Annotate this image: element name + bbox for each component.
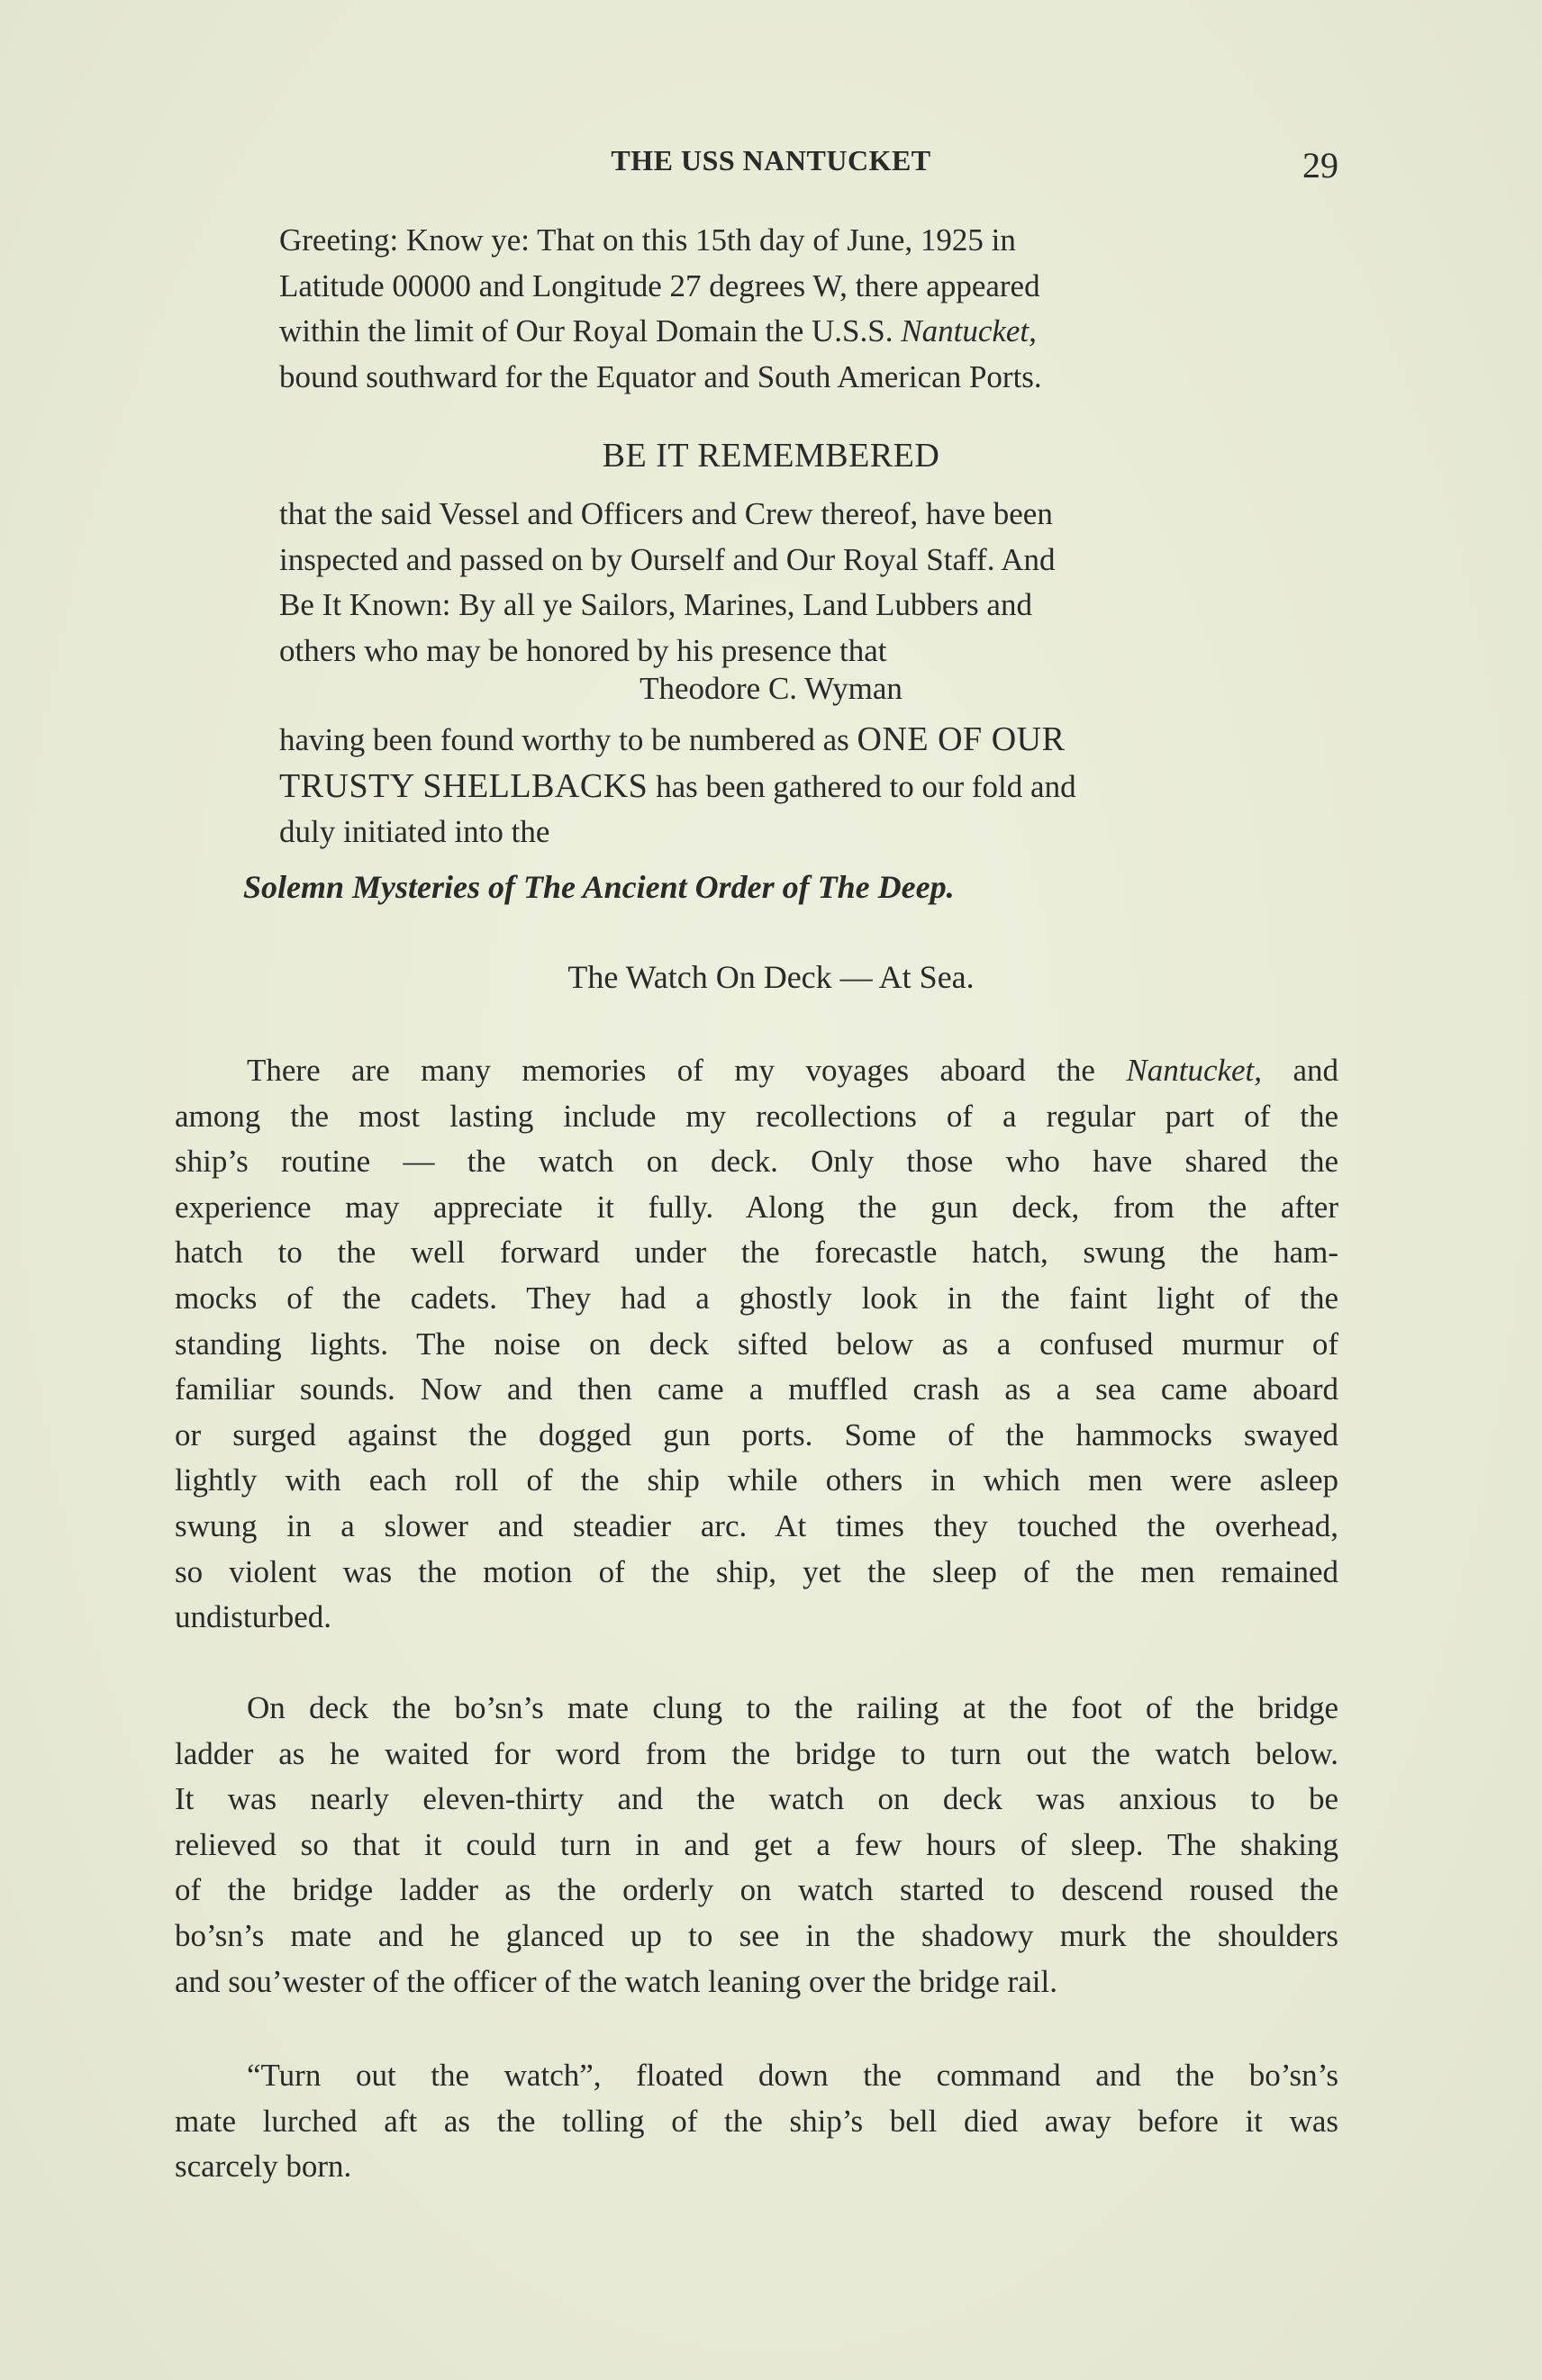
caps-text: ONE OF OUR — [857, 720, 1066, 758]
text-line: Latitude 00000 and Longitude 27 degrees W, there appeared — [279, 267, 1040, 303]
text-line: bo’sn’s mate and he glanced up to see in the shadowy murk the shoulders — [175, 1917, 1338, 1953]
text-line: that the said Vessel and Officers and Crew thereof, have been — [279, 496, 1053, 531]
text-line: lightly with each roll of the ship while others in which men were asleep — [175, 1462, 1338, 1498]
text-line: On deck the bo’sn’s mate clung to the railing at the foot of the bridge — [247, 1690, 1338, 1725]
text-line: scarcely born. — [175, 2149, 352, 2185]
text-line: ladder as he waited for word from the bridge to turn out the watch below. — [175, 1735, 1338, 1771]
text-line: It was nearly eleven-thirty and the watch on deck was anxious to be — [175, 1781, 1338, 1817]
ship-name: Nantucket, — [1126, 1053, 1263, 1088]
section-title: The Watch On Deck — At Sea. — [567, 959, 975, 995]
text-line: or surged against the dogged gun ports. Some of the hammocks swayed — [175, 1416, 1338, 1452]
text-line: Be It Known: By all ye Sailors, Marines, Land Lubbers and — [279, 587, 1032, 622]
text-line: standing lights. The noise on deck sifted below as a confused murmur of — [175, 1326, 1338, 1362]
text-line: undisturbed. — [175, 1599, 332, 1635]
certificate-found — [279, 717, 1270, 855]
running-title: THE USS NANTUCKET — [611, 144, 931, 176]
text-line: others who may be honored by his presence that — [279, 632, 887, 668]
text-line: “Turn out the watch”, floated down the command and the bo’sn’s — [247, 2058, 1338, 2093]
paragraph-3 — [175, 2053, 1338, 2190]
certificate-greeting — [279, 218, 1270, 400]
text-line: and sou’wester of the officer of the watch leaning over the bridge rail. — [175, 1963, 1057, 1999]
text-span: There are many memories of my voyages aboard the — [247, 1053, 1127, 1088]
text-line: inspected and passed on by Ourself and Our Royal Staff. And — [279, 541, 1056, 577]
text-line: hatch to the well forward under the forecastle hatch, swung the ham- — [175, 1235, 1338, 1271]
caps-text: TRUSTY SHELLBACKS — [279, 766, 649, 805]
ship-name: Nantucket, — [901, 313, 1037, 348]
text-span: within the limit of Our Royal Domain the U.S.S. — [279, 313, 902, 348]
honoree-name: Theodore C. Wyman — [639, 671, 903, 706]
text-span: having been found worthy to be numbered as — [279, 722, 857, 757]
text-span: and — [1262, 1053, 1338, 1088]
text-line: relieved so that it could turn in and get a few hours of sleep. The shaking — [175, 1826, 1338, 1862]
text-line — [175, 1048, 1338, 1094]
text-line: ship’s routine — the watch on deck. Only those who have shared the — [175, 1144, 1338, 1180]
certificate-body — [279, 492, 1270, 674]
text-line: among the most lasting include my recollections of a regular part of the — [175, 1098, 1338, 1134]
text-span: has been gathered to our fold and — [648, 768, 1076, 804]
text-line: familiar sounds. Now and then came a muffled crash as a sea came aboard — [175, 1371, 1338, 1407]
text-line: mate lurched aft as the tolling of the ship’s bell died away before it was — [175, 2103, 1338, 2139]
page-number: 29 — [1302, 145, 1338, 186]
text-line: mocks of the cadets. They had a ghostly look in the faint light of the — [175, 1280, 1338, 1316]
text-line: experience may appreciate it fully. Along the gun deck, from the after — [175, 1189, 1338, 1225]
text-line: swung in a slower and steadier arc. At times they touched the overhead, — [175, 1507, 1338, 1543]
text-line: duly initiated into the — [279, 814, 550, 849]
paragraph-2 — [175, 1686, 1338, 2004]
text-line: bound southward for the Equator and South American Ports. — [279, 358, 1042, 394]
text-line: Greeting: Know ye: That on this 15th day of June, 1925 in — [279, 222, 1016, 258]
text-line — [279, 764, 1270, 810]
text-line: of the bridge ladder as the orderly on watch started to descend roused the — [175, 1872, 1338, 1908]
text-line — [279, 717, 1270, 764]
text-line — [279, 309, 1270, 355]
paragraph-1 — [175, 1048, 1338, 1641]
certificate-heading: BE IT REMEMBERED — [602, 437, 940, 475]
order-motto: Solemn Mysteries of The Ancient Order of The Deep. — [243, 869, 955, 905]
text-line: so violent was the motion of the ship, yet the sleep of the men remained — [175, 1553, 1338, 1589]
